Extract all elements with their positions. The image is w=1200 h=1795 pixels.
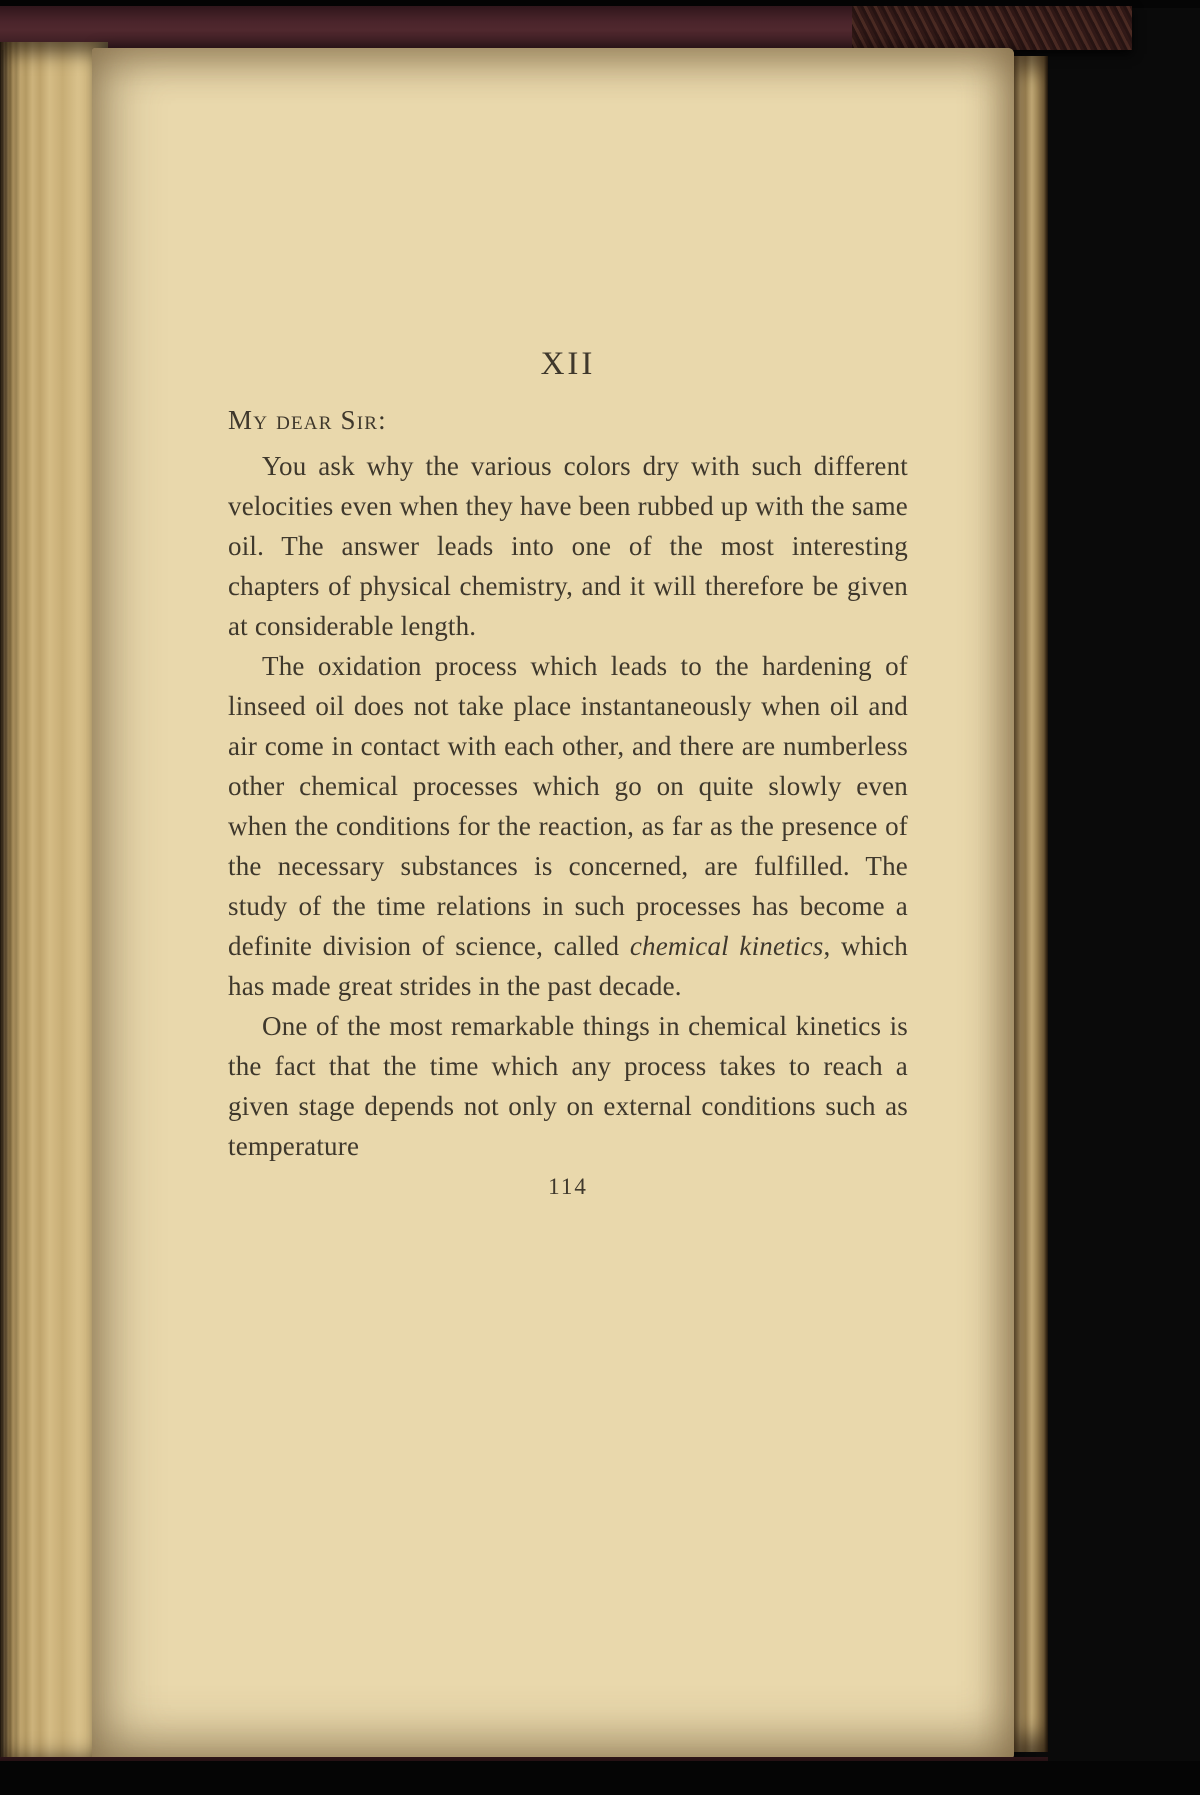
page-edge-right: [1014, 56, 1048, 1752]
paragraph-2-after: , which has made great strides in the past decade.: [228, 931, 908, 1001]
book-page: [92, 48, 1014, 1762]
page-number: 114: [548, 1174, 588, 1199]
paragraph-1: You ask why the various colors dry with such different velocities even when they have been rubbed up with the same oil. The answer leads into one of the most interesting chapters of physical chemistry, and it will therefore be given at considerable length.: [228, 451, 908, 641]
bottom-black-border: [0, 1761, 1200, 1795]
paragraph-2: [228, 646, 908, 1006]
chapter-heading: XII: [540, 346, 596, 382]
paragraph-3: One of the most remarkable things in chemical kinetics is the fact that the time which any process takes to reach a given stage depends not only on external conditions such as temperature: [228, 1011, 908, 1161]
book-cover-top: [0, 6, 1132, 50]
paragraph-2-before: The oxidation process which leads to the hardening of linseed oil does not take place instantaneously when oil and air come in contact with each other, and there are numberless other chemical processes which go on quite slowly even when the conditions for the reaction, as far as the presence of the necessary substances is concerned, are fulfilled. The study of the time relations in such processes has become a definite division of science, called: [228, 651, 908, 961]
cover-cloth-texture: [852, 6, 1132, 50]
italic-phrase: chemical kinetics: [629, 931, 824, 961]
salutation: My dear Sir:: [228, 405, 387, 435]
page-text-block: [228, 344, 908, 1204]
